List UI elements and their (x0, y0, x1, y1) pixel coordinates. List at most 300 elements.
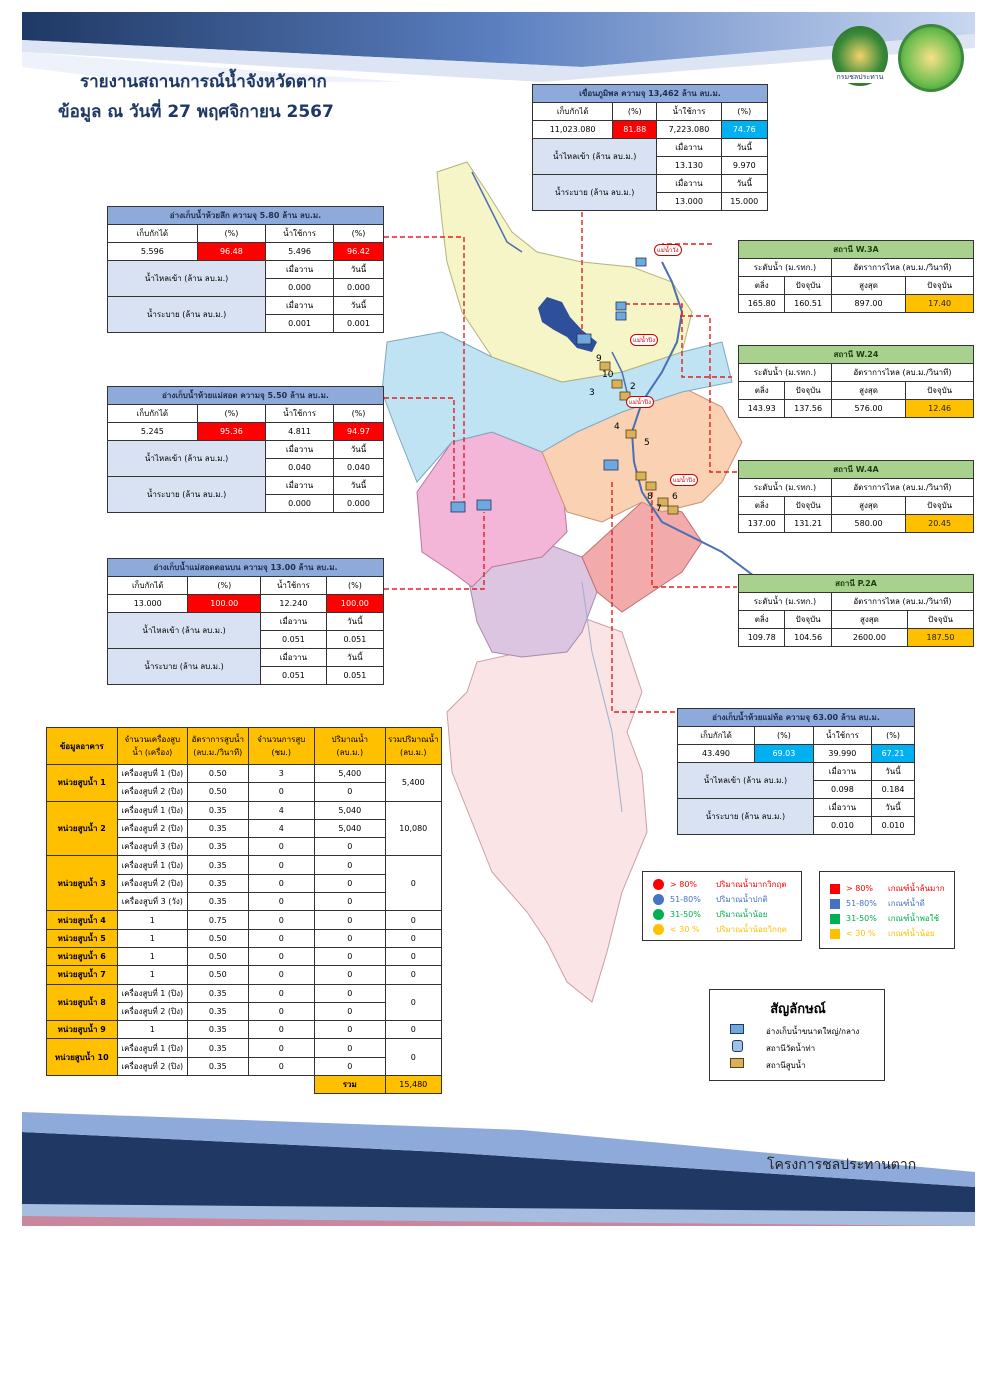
table-title: อ่างเก็บน้ำห้วยลึก ความจุ 5.80 ล้าน ลบ.ม. (108, 207, 384, 225)
inflow-today: 0.184 (872, 781, 915, 799)
col-header: ตลิ่ง (739, 497, 785, 515)
col-header: ปัจจุบัน (906, 497, 974, 515)
yesterday-label: เมื่อวาน (657, 139, 721, 157)
outflow-label: น้ำระบาย (ล้าน ลบ.ม.) (678, 799, 814, 835)
pump-rate: 0.35 (188, 893, 248, 911)
today-label: วันนี้ (326, 649, 383, 667)
yellow-square-icon (830, 929, 840, 939)
pump-unit-name: หน่วยสูบน้ำ 8 (47, 984, 118, 1021)
col-header: (%) (188, 577, 261, 595)
outflow-yesterday: 13.000 (657, 193, 721, 211)
legend-range: 31-50% (846, 914, 877, 923)
legend-text: เกณฑ์น้ำดี (888, 899, 925, 908)
pump-volume: 0 (315, 1039, 386, 1057)
col-header: ปริมาณน้ำ (ลบ.ม.) (315, 728, 386, 765)
river-label: แม่น้ำปิง (670, 474, 698, 486)
current-level: 131.21 (785, 515, 831, 533)
table-row (47, 947, 442, 965)
outflow-yesterday: 0.001 (266, 315, 334, 333)
pump-hours: 0 (248, 966, 315, 984)
storage-value: 5.245 (108, 423, 198, 441)
legend-range: 51-80% (670, 895, 701, 904)
pump-station-icon (730, 1058, 744, 1068)
reservoir-donbon-table (107, 558, 384, 685)
legend-item (653, 908, 767, 921)
inflow-yesterday: 0.000 (266, 279, 334, 297)
current-level: 104.56 (785, 629, 831, 647)
col-header: สูงสุด (831, 497, 905, 515)
pump-hours: 0 (248, 838, 315, 856)
col-header: เก็บกักได้ (678, 727, 755, 745)
pump-unit-label: 5 (644, 438, 650, 448)
table-title: อ่างเก็บน้ำห้วยแม่สอด ความจุ 5.50 ล้าน ลบ.ม. (108, 387, 384, 405)
pump-machine: เครื่องสูบที่ 1 (ปิง) (117, 801, 188, 819)
pump-machine: เครื่องสูบที่ 2 (ปิง) (117, 874, 188, 892)
pump-machine: 1 (117, 947, 188, 965)
table-row (47, 765, 442, 783)
symbol-legend-title: สัญลักษณ์ (770, 1002, 826, 1017)
pump-unit-label: 9 (596, 354, 602, 364)
outflow-today: 15.000 (721, 193, 767, 211)
current-flow: 187.50 (907, 629, 973, 647)
green-dot-icon (653, 909, 664, 920)
inflow-yesterday: 0.098 (813, 781, 871, 799)
pump-unit-name: หน่วยสูบน้ำ 10 (47, 1039, 118, 1076)
col-header: น้ำใช้การ (813, 727, 871, 745)
bhumibol-dam-table (532, 84, 768, 211)
legend-item (653, 923, 787, 936)
legend-item (830, 912, 939, 925)
col-header: ปัจจุบัน (785, 611, 831, 629)
pump-total: 0 (385, 947, 441, 965)
bank-level: 109.78 (739, 629, 785, 647)
col-header: ระดับน้ำ (ม.รทก.) (739, 259, 832, 277)
pump-unit-name: หน่วยสูบน้ำ 5 (47, 929, 118, 947)
reservoir-maesot-table (107, 386, 384, 513)
pump-hours: 0 (248, 1002, 315, 1020)
river-label: แม่น้ำปิง (626, 396, 654, 408)
pump-rate: 0.50 (188, 783, 248, 801)
pump-rate: 0.75 (188, 911, 248, 929)
pump-machine: เครื่องสูบที่ 2 (ปิง) (117, 1002, 188, 1020)
col-header: เก็บกักได้ (108, 225, 198, 243)
station-w24-table (738, 345, 974, 418)
yesterday-label: เมื่อวาน (813, 763, 871, 781)
pump-total: 0 (385, 1021, 441, 1039)
col-header: (%) (197, 225, 265, 243)
gauge-station-icon (732, 1040, 743, 1052)
pump-hours: 4 (248, 801, 315, 819)
yesterday-label: เมื่อวาน (261, 649, 327, 667)
outflow-today: 0.000 (334, 495, 384, 513)
inflow-today: 0.000 (334, 279, 384, 297)
table-title: สถานี P.2A (739, 575, 974, 593)
pump-hours: 0 (248, 1039, 315, 1057)
col-header: สูงสุด (831, 611, 907, 629)
usable-value: 12.240 (261, 595, 327, 613)
col-header: (%) (755, 727, 814, 745)
pump-rate: 0.35 (188, 1002, 248, 1020)
legend-range: < 30 % (670, 925, 700, 934)
pump-unit-name: หน่วยสูบน้ำ 6 (47, 947, 118, 965)
col-header: (%) (721, 103, 767, 121)
max-flow: 897.00 (831, 295, 905, 313)
pump-rate: 0.35 (188, 1057, 248, 1075)
green-square-icon (830, 914, 840, 924)
pump-total: 0 (385, 929, 441, 947)
legend-text: เกณฑ์น้ำล้นมาก (888, 884, 945, 893)
pump-hours: 0 (248, 984, 315, 1002)
project-name: โครงการชลประทานตาก (767, 1157, 917, 1173)
table-row (47, 1021, 442, 1039)
pump-volume: 0 (315, 966, 386, 984)
col-header: อัตราการไหล (ลบ.ม./วินาที) (831, 479, 973, 497)
col-header: ตลิ่ง (739, 277, 785, 295)
col-header: เก็บกักได้ (108, 577, 188, 595)
pump-volume: 0 (315, 874, 386, 892)
outflow-label: น้ำระบาย (ล้าน ลบ.ม.) (108, 297, 266, 333)
bank-level: 143.93 (739, 400, 785, 418)
col-header: ข้อมูลอาคาร (47, 728, 118, 765)
col-header: น้ำใช้การ (261, 577, 327, 595)
pump-rate: 0.50 (188, 947, 248, 965)
current-flow: 12.46 (906, 400, 974, 418)
river-label: แม่น้ำวัง (654, 244, 682, 256)
report-date: ข้อมูล ณ วันที่ 27 พฤศจิกายน 2567 (58, 102, 334, 122)
table-title: อ่างเก็บน้ำห้วยแม่ท้อ ความจุ 63.00 ล้าน ลบ.ม. (678, 709, 915, 727)
legend-text: ปริมาณน้ำน้อยวิกฤต (716, 925, 787, 934)
col-header: (%) (334, 225, 384, 243)
usable-pct: 96.42 (334, 243, 384, 261)
blue-square-icon (830, 899, 840, 909)
col-header: (%) (613, 103, 657, 121)
pump-total: 0 (385, 1039, 441, 1076)
pump-rate: 0.50 (188, 765, 248, 783)
pump-hours: 0 (248, 893, 315, 911)
storage-value: 5.596 (108, 243, 198, 261)
bank-level: 165.80 (739, 295, 785, 313)
col-header: ปัจจุบัน (785, 382, 831, 400)
col-header: สูงสุด (831, 277, 905, 295)
current-flow: 17.40 (906, 295, 974, 313)
col-header: อัตราการไหล (ลบ.ม./วินาที) (831, 259, 973, 277)
table-title: สถานี W.24 (739, 346, 974, 364)
yesterday-label: เมื่อวาน (266, 477, 334, 495)
outflow-today: 0.010 (872, 817, 915, 835)
station-w3a-table (738, 240, 974, 313)
col-header: จำนวนการสูบ (ชม.) (248, 728, 315, 765)
pump-volume: 0 (315, 1021, 386, 1039)
col-header: เก็บกักได้ (533, 103, 613, 121)
storage-pct: 100.00 (188, 595, 261, 613)
table-title: สถานี W.3A (739, 241, 974, 259)
blue-dot-icon (653, 894, 664, 905)
legend-item (830, 897, 925, 910)
inflow-label: น้ำไหลเข้า (ล้าน ลบ.ม.) (108, 441, 266, 477)
col-header: (%) (197, 405, 265, 423)
col-header: อัตราการสูบน้ำ (ลบ.ม./วินาที) (188, 728, 248, 765)
col-header: อัตราการไหล (ลบ.ม./วินาที) (831, 364, 973, 382)
outflow-label: น้ำระบาย (ล้าน ลบ.ม.) (108, 649, 261, 685)
station-w4a-table (738, 460, 974, 533)
yesterday-label: เมื่อวาน (266, 261, 334, 279)
report-title: รายงานสถานการณ์น้ำจังหวัดตาก (80, 72, 327, 92)
col-header: ปัจจุบัน (906, 277, 974, 295)
pump-machine: 1 (117, 1021, 188, 1039)
yesterday-label: เมื่อวาน (813, 799, 871, 817)
reservoir-icon (730, 1024, 744, 1034)
pump-unit-label: 10 (602, 370, 614, 380)
pump-rate: 0.35 (188, 984, 248, 1002)
pump-machine: เครื่องสูบที่ 2 (ปิง) (117, 1057, 188, 1075)
sum-row (47, 1076, 442, 1094)
sum-label: รวม (315, 1076, 386, 1094)
today-label: วันนี้ (334, 297, 384, 315)
pump-rate: 0.35 (188, 874, 248, 892)
legend-item (830, 927, 935, 940)
legend-range: > 80% (670, 880, 698, 889)
usable-value: 39.990 (813, 745, 871, 763)
table-row (47, 929, 442, 947)
pump-total: 0 (385, 966, 441, 984)
symbol-text: สถานีสูบน้ำ (766, 1061, 806, 1070)
legend-text: เกณฑ์น้ำพอใช้ (888, 914, 940, 923)
pump-rate: 0.35 (188, 1039, 248, 1057)
col-header: น้ำใช้การ (266, 225, 334, 243)
col-header: สูงสุด (831, 382, 905, 400)
pump-hours: 0 (248, 856, 315, 874)
inflow-label: น้ำไหลเข้า (ล้าน ลบ.ม.) (533, 139, 657, 175)
pump-machine: เครื่องสูบที่ 1 (ปิง) (117, 856, 188, 874)
col-header: (%) (334, 405, 384, 423)
pump-machine: เครื่องสูบที่ 2 (ปิง) (117, 819, 188, 837)
storage-pct: 96.48 (197, 243, 265, 261)
inflow-yesterday: 0.051 (261, 631, 327, 649)
col-header: ปัจจุบัน (907, 611, 973, 629)
pump-hours: 0 (248, 1057, 315, 1075)
col-header: ระดับน้ำ (ม.รทก.) (739, 593, 832, 611)
storage-value: 43.490 (678, 745, 755, 763)
river-label: แม่น้ำปิง (630, 334, 658, 346)
yesterday-label: เมื่อวาน (657, 175, 721, 193)
col-header: ตลิ่ง (739, 382, 785, 400)
pump-unit-name: หน่วยสูบน้ำ 4 (47, 911, 118, 929)
max-flow: 576.00 (831, 400, 905, 418)
bank-level: 137.00 (739, 515, 785, 533)
pump-machine: เครื่องสูบที่ 2 (ปิง) (117, 783, 188, 801)
inflow-today: 0.040 (334, 459, 384, 477)
red-dot-icon (653, 879, 664, 890)
legend-range: > 80% (846, 884, 874, 893)
pump-machine: เครื่องสูบที่ 1 (ปิง) (117, 984, 188, 1002)
col-header: ปัจจุบัน (906, 382, 974, 400)
pump-rate: 0.35 (188, 838, 248, 856)
yesterday-label: เมื่อวาน (261, 613, 327, 631)
table-row (47, 984, 442, 1002)
col-header: อัตราการไหล (ลบ.ม./วินาที) (831, 593, 973, 611)
col-header: ระดับน้ำ (ม.รทก.) (739, 479, 832, 497)
today-label: วันนี้ (721, 139, 767, 157)
pump-machine: 1 (117, 929, 188, 947)
report-page (22, 12, 975, 1226)
pump-hours: 0 (248, 783, 315, 801)
table-title: อ่างเก็บน้ำแม่สอดตอนบน ความจุ 13.00 ล้าน ลบ.ม. (108, 559, 384, 577)
usable-pct: 94.97 (334, 423, 384, 441)
inflow-today: 0.051 (326, 631, 383, 649)
usable-value: 7,223.080 (657, 121, 721, 139)
inflow-today: 9.970 (721, 157, 767, 175)
outflow-today: 0.001 (334, 315, 384, 333)
irrigation-dept-logo-text: กรมชลประทาน (827, 72, 893, 83)
pump-volume: 0 (315, 783, 386, 801)
table-row (47, 801, 442, 819)
inflow-label: น้ำไหลเข้า (ล้าน ลบ.ม.) (678, 763, 814, 799)
pump-volume: 0 (315, 1057, 386, 1075)
col-header: ปัจจุบัน (785, 497, 831, 515)
yesterday-label: เมื่อวาน (266, 297, 334, 315)
storage-pct: 95.36 (197, 423, 265, 441)
pump-rate: 0.35 (188, 819, 248, 837)
pump-unit-name: หน่วยสูบน้ำ 1 (47, 765, 118, 802)
pump-hours: 0 (248, 1021, 315, 1039)
legend-text: ปริมาณน้ำน้อย (716, 910, 768, 919)
legend-text: ปริมาณน้ำปกติ (716, 895, 768, 904)
usable-value: 5.496 (266, 243, 334, 261)
usable-pct: 100.00 (326, 595, 383, 613)
pump-total: 10,080 (385, 801, 441, 856)
pump-machine: เครื่องสูบที่ 3 (ปิง) (117, 838, 188, 856)
reservoir-maetho-table (677, 708, 915, 835)
pump-unit-name: หน่วยสูบน้ำ 9 (47, 1021, 118, 1039)
current-level: 160.51 (785, 295, 831, 313)
pump-unit-label: 8 (647, 492, 653, 502)
pump-station-table (46, 727, 442, 1094)
red-square-icon (830, 884, 840, 894)
pump-rate: 0.35 (188, 856, 248, 874)
today-label: วันนี้ (334, 261, 384, 279)
table-title: สถานี W.4A (739, 461, 974, 479)
pump-unit-label: 6 (672, 492, 678, 502)
max-flow: 2600.00 (831, 629, 907, 647)
today-label: วันนี้ (872, 763, 915, 781)
pump-volume: 0 (315, 838, 386, 856)
table-row (47, 1039, 442, 1057)
pump-rate: 0.35 (188, 801, 248, 819)
pump-unit-label: 3 (589, 388, 595, 398)
pump-hours: 3 (248, 765, 315, 783)
storage-pct: 69.03 (755, 745, 814, 763)
station-p2a-table (738, 574, 974, 647)
yesterday-label: เมื่อวาน (266, 441, 334, 459)
pump-machine: 1 (117, 966, 188, 984)
sum-value: 15,480 (385, 1076, 441, 1094)
pump-volume: 5,040 (315, 801, 386, 819)
pump-volume: 0 (315, 929, 386, 947)
legend-range: 51-80% (846, 899, 877, 908)
symbol-text: อ่างเก็บน้ำขนาดใหญ่/กลาง (766, 1027, 860, 1036)
today-label: วันนี้ (326, 613, 383, 631)
pump-rate: 0.50 (188, 966, 248, 984)
symbol-legend (709, 989, 885, 1081)
today-label: วันนี้ (334, 441, 384, 459)
max-flow: 580.00 (831, 515, 905, 533)
pump-machine: 1 (117, 911, 188, 929)
pump-hours: 0 (248, 947, 315, 965)
pump-rate: 0.50 (188, 929, 248, 947)
outflow-yesterday: 0.051 (261, 667, 327, 685)
inflow-label: น้ำไหลเข้า (ล้าน ลบ.ม.) (108, 261, 266, 297)
table-row (47, 856, 442, 874)
pump-rate: 0.35 (188, 1021, 248, 1039)
pump-hours: 0 (248, 874, 315, 892)
col-header: (%) (326, 577, 383, 595)
pump-unit-name: หน่วยสูบน้ำ 3 (47, 856, 118, 911)
storage-value: 13.000 (108, 595, 188, 613)
pump-machine: เครื่องสูบที่ 1 (ปิง) (117, 765, 188, 783)
legend-text: เกณฑ์น้ำน้อย (888, 929, 935, 938)
legend-item (830, 882, 945, 895)
legend-range: < 30 % (846, 929, 876, 938)
col-header: น้ำใช้การ (266, 405, 334, 423)
pump-unit-label: 2 (630, 382, 636, 392)
pump-total: 0 (385, 984, 441, 1021)
legend-range: 31-50% (670, 910, 701, 919)
reservoir-status-legend (642, 871, 802, 941)
pump-total: 0 (385, 856, 441, 911)
today-label: วันนี้ (721, 175, 767, 193)
pump-volume: 0 (315, 947, 386, 965)
usable-value: 4.811 (266, 423, 334, 441)
symbol-text: สถานีวัดน้ำท่า (766, 1044, 816, 1053)
legend-item (653, 878, 787, 891)
col-header: ปัจจุบัน (785, 277, 831, 295)
table-row (47, 966, 442, 984)
pump-volume: 5,400 (315, 765, 386, 783)
pump-hours: 0 (248, 929, 315, 947)
inflow-yesterday: 0.040 (266, 459, 334, 477)
outflow-yesterday: 0.000 (266, 495, 334, 513)
storage-value: 11,023.080 (533, 121, 613, 139)
yellow-dot-icon (653, 924, 664, 935)
reservoir-lueak-table (107, 206, 384, 333)
col-header: (%) (872, 727, 915, 745)
pump-total: 5,400 (385, 765, 441, 802)
pump-volume: 0 (315, 1002, 386, 1020)
pump-total: 0 (385, 911, 441, 929)
today-label: วันนี้ (872, 799, 915, 817)
col-header: ตลิ่ง (739, 611, 785, 629)
pump-machine: เครื่องสูบที่ 1 (ปิง) (117, 1039, 188, 1057)
pump-unit-label: 4 (614, 422, 620, 432)
table-row (47, 911, 442, 929)
today-label: วันนี้ (334, 477, 384, 495)
current-flow: 20.45 (906, 515, 974, 533)
inflow-yesterday: 13.130 (657, 157, 721, 175)
col-header: ระดับน้ำ (ม.รทก.) (739, 364, 832, 382)
pump-volume: 0 (315, 984, 386, 1002)
outflow-today: 0.051 (326, 667, 383, 685)
usable-pct: 67.21 (872, 745, 915, 763)
inflow-label: น้ำไหลเข้า (ล้าน ลบ.ม.) (108, 613, 261, 649)
col-header: น้ำใช้การ (657, 103, 721, 121)
pump-machine: เครื่องสูบที่ 3 (วัง) (117, 893, 188, 911)
pump-volume: 5,040 (315, 819, 386, 837)
pump-volume: 0 (315, 911, 386, 929)
pump-unit-label: 7 (656, 504, 662, 514)
table-title: เขื่อนภูมิพล ความจุ 13,462 ล้าน ลบ.ม. (533, 85, 768, 103)
usable-pct: 74.76 (721, 121, 767, 139)
col-header: เก็บกักได้ (108, 405, 198, 423)
